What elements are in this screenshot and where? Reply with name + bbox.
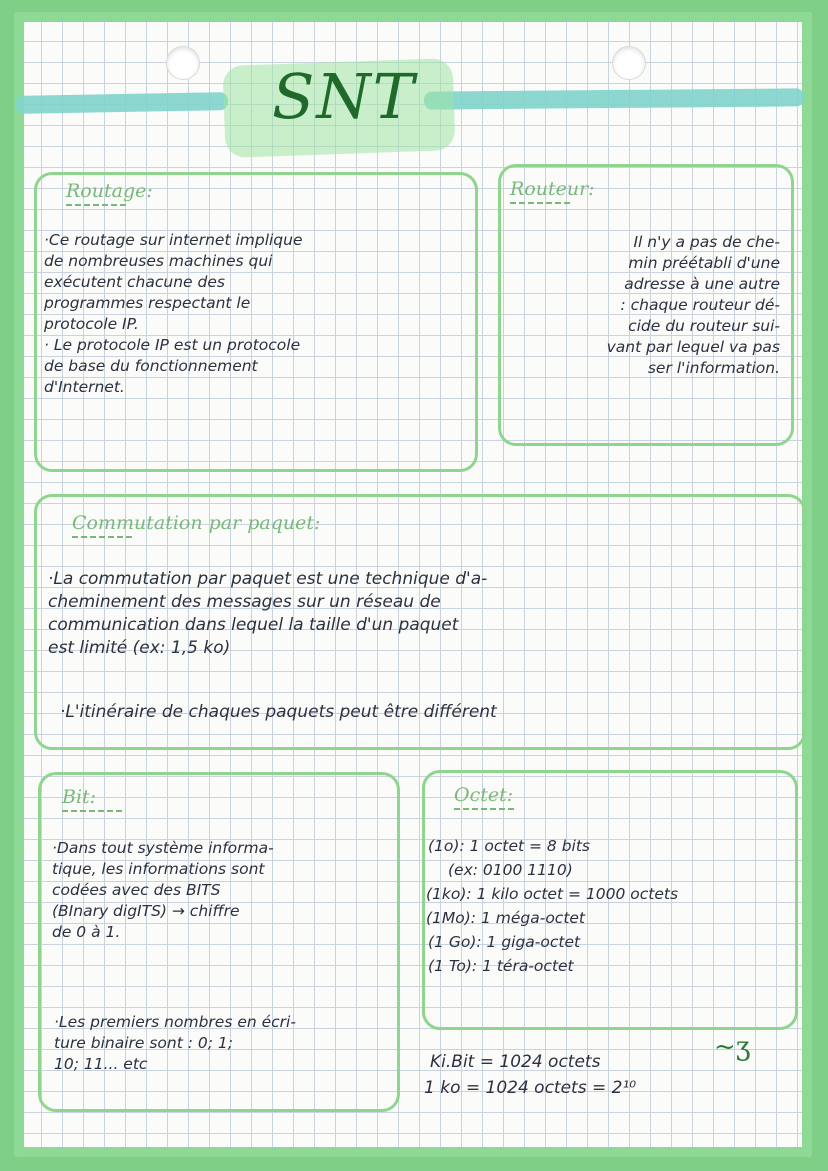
notebook-page [14, 12, 812, 1157]
octet-line: (1ko): 1 kilo octet = 1000 octets [426, 885, 679, 903]
kibit-line-1: Ki.Bit = 1024 octets [430, 1052, 601, 1072]
octet-heading: Octet: [454, 784, 514, 810]
commutation-text: ·La commutation par paquet est une technique d'a- cheminement des messages sur un réseau de communication dans lequel la taille d'un paquet est limité (ex: 1,5 ko) [48, 569, 488, 658]
octet-line: (ex: 0100 1110) [448, 861, 573, 879]
binder-hole-right [612, 46, 646, 80]
octet-line: (1 To): 1 téra-octet [428, 957, 574, 975]
swirl-mark-icon: ~ʒ [714, 1032, 751, 1062]
highlight-bar-left [16, 92, 228, 114]
routeur-text: Il n'y a pas de che- min préétabli d'une adresse à une autre : chaque routeur dé- cide du routeur sui- vant par lequel va pas ser l'information. [606, 233, 780, 377]
commutation-note: ·L'itinéraire de chaques paquets peut être différent [60, 702, 497, 722]
octet-line: (1 Go): 1 giga-octet [428, 933, 581, 951]
routeur-heading: Routeur: [510, 178, 595, 204]
routage-heading: Routage: [66, 180, 153, 206]
bit-heading: Bit: [62, 786, 122, 812]
octet-line: (1o): 1 octet = 8 bits [428, 837, 591, 855]
commutation-heading: Commutation par paquet: [72, 512, 320, 538]
octet-line: (1Mo): 1 méga-octet [426, 909, 586, 927]
bit-text: ·Dans tout système informa- tique, les informations sont codées avec des BITS (BInary digITS) → chiffre de 0 à 1. [52, 839, 274, 941]
binder-hole-left [166, 46, 200, 80]
bit-note: ·Les premiers nombres en écri- ture binaire sont : 0; 1; 10; 11... etc [54, 1013, 296, 1073]
routage-text: ·Ce routage sur internet implique de nombreuses machines qui exécutent chacune des programmes respectant le protocole IP. · Le protocole IP est un protocole de base du fonctionnement d'Internet. [44, 231, 303, 396]
highlight-bar-right [424, 88, 804, 109]
kibit-line-2: 1 ko = 1024 octets = 2¹⁰ [424, 1078, 637, 1098]
page-title: SNT [271, 60, 417, 133]
